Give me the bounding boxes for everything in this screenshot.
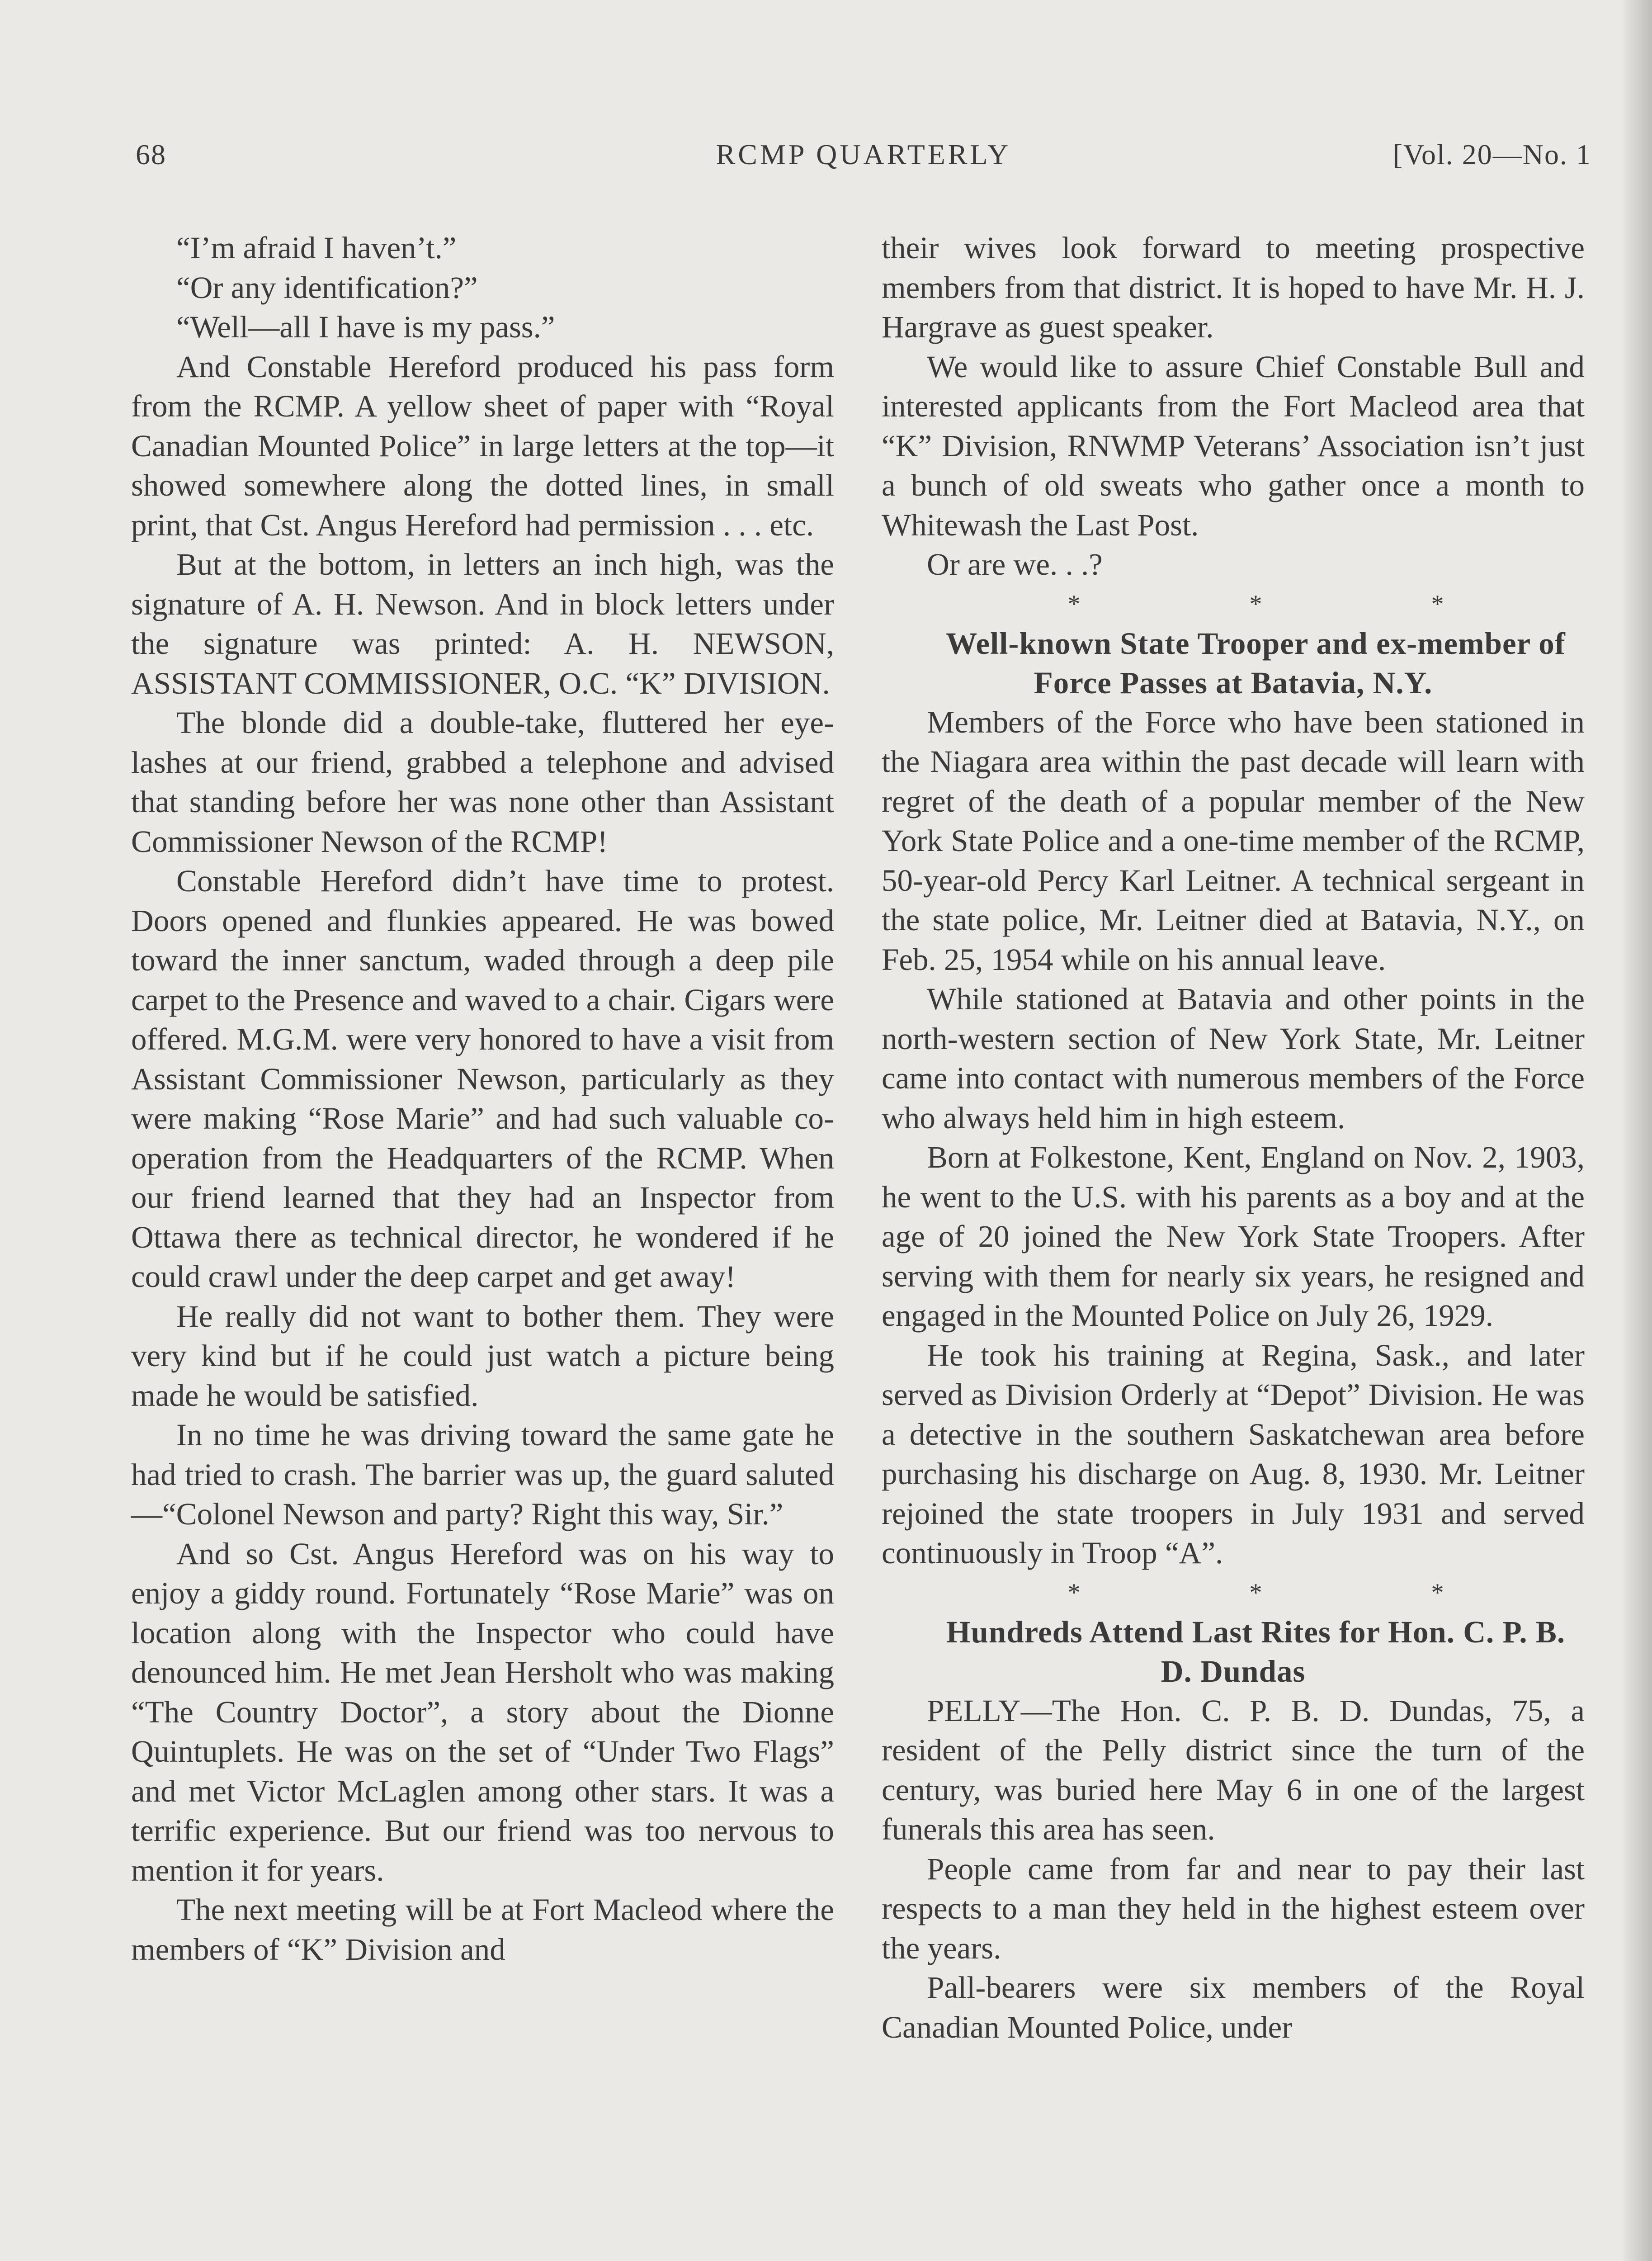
- page-number: 68: [136, 138, 166, 170]
- page-edge-shadow: [1620, 0, 1652, 2261]
- paragraph: We would like to assure Chief Constable Bull and interested applicants from the Fort Macleod area that “K” Division, RNWMP Veterans’ Association isn’t just a bunch of old sweats who gather once a month to Whitewash the Last Post.: [882, 349, 1585, 542]
- paragraph: “I’m afraid I haven’t.”: [176, 231, 457, 265]
- paragraph: Constable Hereford didn’t have time to protest. Doors opened and flunkies appeared. He was bowed toward the inner sanctum, waded through a deep pile carpet to the Presence and waved to a chair. Cigars were offered. M.G.M. were very honored to have a visit from Assistant Commissioner Newson, particularly as they were making “Rose Marie” and had such valuable co-operation from the Headquarters of the RCMP. When our friend learned that they had an Inspector from Ottawa there as technical director, he wondered if he could crawl under the deep carpet and get away!: [131, 864, 834, 1294]
- volume-issue: [Vol. 20—No. 1: [1392, 138, 1591, 170]
- journal-title: RCMP QUARTERLY: [716, 138, 1011, 170]
- section-separator: * * *: [1067, 1578, 1525, 1607]
- paragraph: But at the bottom, in letters an inch high, was the signature of A. H. Newson. And in block letters under the signature was printed: A. H. NEWSON, ASSISTANT COMMISSIONER, O.C. “K” DIVISION.: [131, 547, 834, 700]
- paragraph: The next meeting will be at Fort Macleod where the members of “K” Division and: [131, 1892, 834, 1967]
- paragraph: Or are we. . .?: [927, 547, 1103, 582]
- paragraph: And so Cst. Angus Hereford was on his way to enjoy a giddy round. Fortunately “Rose Marie” was on location along with the Inspector who could have denounced him. He met Jean Hersholt who was making “The Country Doctor”, a story about the Dionne Quintuplets. He was on the set of “Under Two Flags” and met Victor McLaglen among other stars. It was a terrific experience. But our friend was too nervous to mention it for years.: [131, 1536, 834, 1887]
- right-column: [882, 228, 1585, 2047]
- continued-paragraph: their wives look forward to meeting prospective members from that district. It is hoped to have Mr. H. J. Hargrave as guest speaker.: [882, 231, 1585, 344]
- paragraph: “Well—all I have is my pass.”: [176, 310, 555, 344]
- section-separator: * * *: [1067, 590, 1525, 618]
- paragraph: He really did not want to bother them. They were very kind but if he could just watch a picture being made he would be satisfied.: [131, 1299, 834, 1413]
- paragraph: People came from far and near to pay their last respects to a man they held in the highest esteem over the years.: [882, 1851, 1585, 1965]
- paragraph: “Or any identification?”: [176, 270, 478, 305]
- paragraph: PELLY—The Hon. C. P. B. D. Dundas, 75, a resident of the Pelly district since the turn of the century, was buried here May 6 in one of the largest funerals this area has seen.: [882, 1693, 1585, 1846]
- left-column: [131, 228, 834, 1969]
- article-heading: Well-known State Trooper and ex-member of Force Passes at Batavia, N.Y.: [946, 626, 1566, 700]
- paragraph: Pall-bearers were six members of the Royal Canadian Mounted Police, under: [882, 1970, 1585, 2044]
- paragraph: And Constable Hereford produced his pass form from the RCMP. A yellow sheet of paper with “Royal Canadian Mounted Police” in large letters at the top—it showed somewhere along the dotted lines, in small print, that Cst. Angus Hereford had permission . . . etc.: [131, 349, 834, 542]
- paragraph: Born at Folkestone, Kent, England on Nov. 2, 1903, he went to the U.S. with his parents as a boy and at the age of 20 joined the New York State Troopers. After serving with them for nearly six years, he resigned and engaged in the Mounted Police on July 26, 1929.: [882, 1140, 1585, 1333]
- article-heading: Hundreds Attend Last Rites for Hon. C. P. B. D. Dundas: [946, 1614, 1566, 1689]
- paragraph: Members of the Force who have been stationed in the Niagara area within the past decade will learn with regret of the death of a popular member of the New York State Police and a one-time member of the RCMP, 50-year-old Percy Karl Leitner. A technical sergeant in the state police, Mr. Leitner died at Batavia, N.Y., on Feb. 25, 1954 while on his annual leave.: [882, 705, 1585, 977]
- paragraph: He took his training at Regina, Sask., and later served as Division Orderly at “Depot” Division. He was a detective in the southern Saskatchewan area before purchasing his discharge on Aug. 8, 1930. Mr. Leitner rejoined the state troopers in July 1931 and served continuously in Troop “A”.: [882, 1338, 1585, 1570]
- running-header: [136, 138, 1591, 183]
- paragraph: The blonde did a double-take, fluttered her eye-lashes at our friend, grabbed a telephone and advised that standing before her was none other than Assistant Commissioner Newson of the RCMP!: [131, 705, 834, 859]
- paragraph: While stationed at Batavia and other points in the north-western section of New York State, Mr. Leitner came into contact with numerous members of the Force who always held him in high esteem.: [882, 982, 1585, 1135]
- paragraph: In no time he was driving toward the same gate he had tried to crash. The barrier was up, the guard saluted—“Colonel Newson and party? Right this way, Sir.”: [131, 1418, 834, 1531]
